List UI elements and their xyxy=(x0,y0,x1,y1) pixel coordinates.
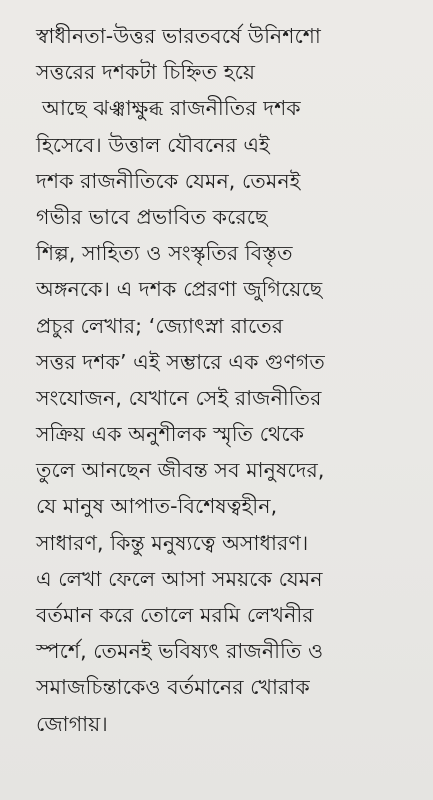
text-line: জোগায়। xyxy=(36,711,108,736)
text-line: শিল্প, সাহিত্য ও সংস্কৃতির বিস্তৃত xyxy=(36,241,293,266)
blurb-paragraph xyxy=(36,18,409,742)
text-line: স্পর্শে, তেমনই ভবিষ্যৎ রাজনীতি ও xyxy=(36,639,324,664)
text-line: বর্তমান করে তোলে মরমি লেখনীর xyxy=(36,603,314,627)
text-line: প্রচুর লেখার; ‘জ্যোৎস্না রাতের xyxy=(36,313,284,338)
text-line: দশক রাজনীতিকে যেমন, তেমনই xyxy=(36,168,301,193)
text-line: সমাজচিন্তাকেও বর্তমানের খোরাক xyxy=(36,675,310,700)
text-line: সক্রিয় এক অনুশীলক স্মৃতি থেকে xyxy=(36,422,305,447)
text-line: এ লেখা ফেলে আসা সময়কে যেমন xyxy=(36,566,323,591)
text-line: যে মানুষ আপাত-বিশেষত্বহীন, xyxy=(36,494,278,519)
text-line: সংযোজন, যেখানে সেই রাজনীতির xyxy=(36,385,322,410)
text-line: আছে ঝঞ্ঝাক্ষুব্ধ রাজনীতির দশক xyxy=(42,96,301,121)
text-line: সত্তরের দশকটা চিহ্নিত হয়ে xyxy=(36,60,256,85)
text-line: অঙ্গনকে। এ দশক প্রেরণা জুগিয়েছে xyxy=(36,277,323,302)
text-line: সাধারণ, কিন্তু মনুষ্যত্বে অসাধারণ। xyxy=(36,530,309,555)
text-line: হিসেবে। উত্তাল যৌবনের এই xyxy=(36,132,270,157)
text-line: স্বাধীনতা-উত্তর ভারতবর্ষে উনিশশো xyxy=(36,24,321,48)
text-line: তুলে আনছেন জীবন্ত সব মানুষদের, xyxy=(36,458,325,483)
text-line: গভীর ভাবে প্রভাবিত করেছে xyxy=(36,204,268,229)
text-line: সত্তর দশক’ এই সম্ভারে এক গুণগত xyxy=(36,349,325,374)
